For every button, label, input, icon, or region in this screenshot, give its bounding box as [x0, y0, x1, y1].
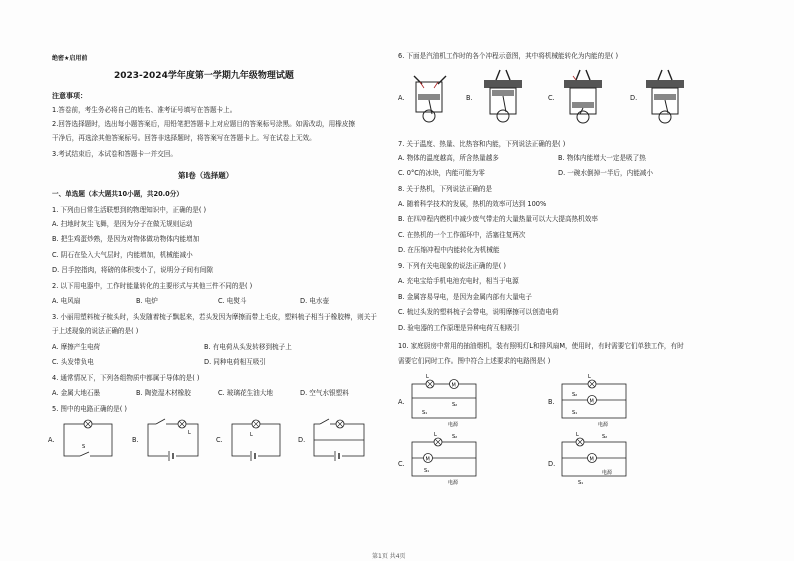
- option-a: A. 摩擦产生电荷: [52, 343, 101, 351]
- lamp-label: L: [434, 432, 437, 438]
- motor-label: M: [425, 456, 430, 463]
- option-d: D. 在压缩冲程中内能转化为机械能: [398, 246, 500, 254]
- option-a: A.: [398, 398, 405, 406]
- notice-item: 1.答卷前，考生务必将自己的姓名、准考证号填写在答题卡上。: [52, 106, 237, 114]
- source-label: 电源: [602, 470, 613, 476]
- option-d: D.: [630, 94, 638, 102]
- option-c: C. 梳过头发的塑料梳子会带电，说明摩擦可以创造电荷: [398, 308, 559, 316]
- option-d: D. 同种电荷相互吸引: [204, 358, 267, 366]
- engine-diagram-b: [478, 62, 530, 124]
- q10-circuit-a: [408, 372, 488, 428]
- question-stem: 5. 图中的电路正确的是( ): [52, 405, 127, 413]
- source-label: 电源: [448, 422, 459, 428]
- lamp-label: L: [426, 374, 429, 380]
- lamp-label: L: [576, 432, 579, 438]
- motor-label: M: [589, 456, 594, 463]
- question-stem: 2. 以下用电器中，工作时能量转化的主要形式与其他三件不同的是( ): [52, 282, 253, 290]
- option-a: A. 物体的温度越高，所含热量越多: [398, 154, 499, 162]
- lamp-label: L: [188, 430, 191, 436]
- option-c: C. 0°C的冰块，内能可能为零: [398, 169, 485, 177]
- q10-circuit-d: [558, 430, 638, 486]
- q5-circuit-c: [228, 418, 284, 462]
- option-c: C. 阴石在坠入大气层时，内能增加，机械能减小: [52, 251, 193, 259]
- notice-item: 干净后，再选涂其他答案标号。回答非选择题时，将答案写在答题卡上。写在试卷上无效。: [52, 134, 316, 142]
- option-a: A.: [398, 94, 405, 102]
- option-c: C.: [398, 460, 405, 468]
- question-stem: 4. 通常情况下，下列各组物质中都属于导体的是( ): [52, 374, 200, 382]
- option-d: D. 验电器的工作原理是异种电荷互相吸引: [398, 324, 520, 332]
- question-stem: 8. 关于热机，下列说法正确的是: [398, 185, 493, 193]
- notice-heading: 注意事项：: [52, 92, 87, 100]
- option-a: A. 扫地时灰尘飞舞，是因为分子在做无规则运动: [52, 220, 193, 228]
- option-c: C.: [548, 94, 555, 102]
- lamp-label: L: [588, 374, 591, 380]
- option-b: B. 在四冲程内燃机中减少废气带走的大量热量可以大大提高热机效率: [398, 215, 598, 223]
- s1-label: S₁: [424, 468, 430, 474]
- question-stem: 1. 下列由日常生活联想到的物理知识中，正确的是( ): [52, 206, 207, 214]
- page-footer: 第1页 共4页: [372, 553, 406, 560]
- option-b: B. 金属容易导电，是因为金属内部有大量电子: [398, 293, 532, 301]
- question-stem: 10. 家庭厨房中常用的抽油烟机，装有照明灯L和排风扇M，使用时，有时需要它们单独工作，有时: [398, 342, 684, 350]
- option-a: A. 随着科学技术的发展，热机的效率可达到 100%: [398, 200, 547, 208]
- s2-label: S₂: [572, 392, 578, 398]
- question-stem: 7. 关于温度、热量、比热容和内能，下列说法正确的是( ): [398, 140, 566, 148]
- s2-label: S₂: [602, 434, 608, 440]
- q5-circuit-a: [60, 418, 116, 462]
- option-d: D.: [298, 436, 306, 444]
- engine-diagram-c: [558, 62, 610, 124]
- option-d: D. 吕手控指肉，将磅的体积变小了，说明分子间有间隙: [52, 266, 213, 274]
- engine-diagram-d: [640, 62, 692, 124]
- s1-label: S₁: [572, 410, 578, 416]
- notice-item: 2.回答选择题时，选出每小题答案后，用铅笔把答题卡上对应题目的答案标号涂黑。如需改动，用橡皮擦: [52, 120, 356, 128]
- question-stem: 3. 小丽用塑料梳子梳头时，头发随着梳子飘起来，若头发因为摩擦而带上毛皮，塑料梳子相当于橡胶棒，则关于: [52, 313, 377, 321]
- option-c: C.: [216, 436, 223, 444]
- option-d: D. 空气水银塑料: [300, 389, 349, 397]
- option-c: C. 在热机的一个工作循环中，活塞往复两次: [398, 231, 526, 239]
- option-c: C. 头发带负电: [52, 358, 94, 366]
- source-label: 电源: [598, 422, 609, 428]
- option-c: C. 电熨斗: [218, 297, 247, 305]
- question-stem: 9. 下列有关电现象的说法正确的是( ): [398, 262, 506, 270]
- option-b: B. 把生鸡蛋炒熟，是因为对物体做功物体内能增加: [52, 235, 200, 243]
- question-stem: 6. 下面是汽油机工作时的各个冲程示意图，其中将机械能转化为内能的是( ): [398, 52, 619, 60]
- option-b: B. 电炉: [136, 297, 158, 305]
- option-a: A. 金属大地石墨: [52, 389, 101, 397]
- section-heading: 一、单选题（本大题共10小题，共20.0分）: [52, 190, 183, 198]
- question-stem-cont: 于上述现象的说法正确的是( ): [52, 327, 139, 335]
- option-b: B.: [466, 94, 473, 102]
- option-b: B. 有电荷从头发转移到梳子上: [204, 343, 292, 351]
- section-title: 第I卷（选择题）: [178, 171, 234, 180]
- option-b: B. 陶瓷湿木材橡胶: [136, 389, 191, 397]
- exam-title: 2023-2024学年度第一学期九年级物理试题: [114, 71, 294, 81]
- secret-label: 绝密★启用前: [52, 55, 88, 62]
- option-b: B.: [548, 398, 555, 406]
- motor-label: M: [451, 382, 456, 389]
- q10-circuit-b: [558, 372, 638, 428]
- option-b: B. 物体内能增大一定是吸了热: [558, 154, 646, 162]
- option-a: A. 电风扇: [52, 297, 81, 305]
- option-a: A.: [48, 436, 55, 444]
- option-b: B.: [132, 436, 139, 444]
- option-c: C. 玻璃花生油大地: [218, 389, 273, 397]
- q10-circuit-c: [408, 430, 488, 486]
- option-a: A. 充电宝给手机电池充电时，相当于电源: [398, 277, 519, 285]
- motor-label: M: [589, 398, 594, 405]
- q5-circuit-b: [144, 418, 204, 462]
- switch-label: S: [82, 444, 86, 450]
- q5-circuit-d: [310, 418, 370, 462]
- s2-label: S₂: [452, 402, 458, 408]
- notice-item: 3.考试结束后，本试卷和答题卡一并交回。: [52, 150, 177, 158]
- option-d: D. 一碗水倒掉一半后，内能减小: [558, 169, 653, 177]
- s1-label: S₁: [422, 410, 428, 416]
- option-d: D. 电水壶: [300, 297, 330, 305]
- question-stem-cont: 需要它们同时工作。图中符合上述要求的电路图是( ): [398, 357, 551, 365]
- engine-diagram-a: [408, 64, 452, 124]
- s1-label: S₁: [578, 480, 584, 486]
- option-d: D.: [548, 460, 556, 468]
- lamp-label: L: [250, 432, 253, 438]
- s2-label: S₂: [452, 434, 458, 440]
- source-label: 电源: [448, 480, 459, 486]
